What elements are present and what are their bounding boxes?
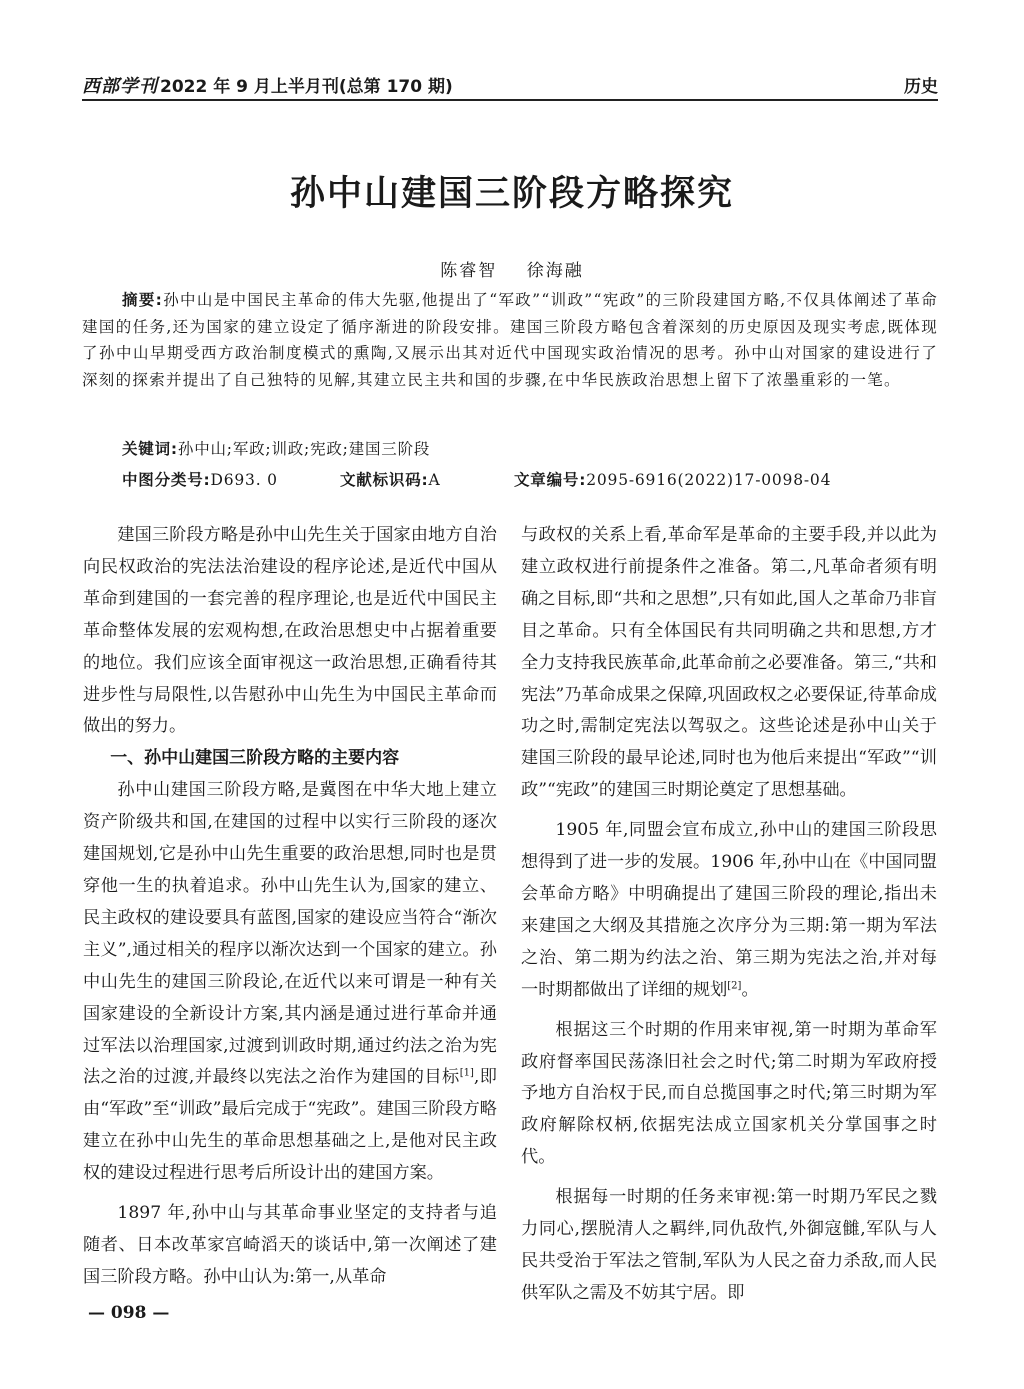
abstract-text: 孙中山是中国民主革命的伟大先驱,他提出了“军政”“训政”“宪政”的三阶段建国方略,不仅具体阐述了革命建国的任务,还为国家的建立设定了循序渐进的阶段安排。建国三阶段方略包含着深刻的历史原因及现实考虑,既体现了孙中山早期受西方政治制度模式的熏陶,又展示出其对近代中国现实政治情况的思考。孙中山对国家的建设进行了深刻的探索并提出了自己独特的见解,其建立民主共和国的步骤,在中华民族政治思想上留下了浓墨重彩的一笔。 <box>82 291 938 389</box>
keywords-label: 关键词: <box>122 440 178 458</box>
article-number-value: 2095-6916(2022)17-0098-04 <box>586 471 832 489</box>
article-title: 孙中山建国三阶段方略探究 <box>289 174 734 214</box>
page-number: — 098 — <box>88 1303 170 1323</box>
section-heading: 一、孙中山建国三阶段方略的主要内容 <box>110 748 400 769</box>
author-list <box>0 256 1024 281</box>
keywords-text: 孙中山;军政;训政;宪政;建国三阶段 <box>177 440 431 458</box>
paragraph: 根据每一时期的任务来审视:第一时期乃军民之戮力同心,摆脱清人之羁绊,同仇敌忾,外御寇雠,军队与人民共受治于军法之管制,军队为人民之奋力杀敌,而人民供军队之需及不妨其宁居。即 <box>521 1187 937 1303</box>
abstract-label: 摘要: <box>122 291 164 309</box>
citation-ref: [2] <box>727 979 742 991</box>
clc-label: 中图分类号: <box>122 471 211 489</box>
doc-code-label: 文献标识码: <box>340 471 429 489</box>
paragraph: 1905 年,同盟会宣布成立,孙中山的建国三阶段思想得到了进一步的发展。1906 年,孙中山在《中国同盟会革命方略》中明确提出了建国三阶段的理论,指出未来建国之大纲及其措施之次序分为三期:第一期为军法之治、第二期为约法之治、第三期为宪法之治,并对每一时期都做出了详细的规划[2]。 <box>521 820 937 1000</box>
article-number-label: 文章编号: <box>514 471 587 489</box>
paragraph: 根据这三个时期的作用来审视,第一时期为革命军政府督率国民荡涤旧社会之时代;第二时期为军政府授予地方自治权于民,而自总揽国事之时代;第三时期为军政府解除权柄,依据宪法成立国家机关分掌国事之时代。 <box>521 1019 937 1168</box>
running-header <box>82 70 938 98</box>
citation-ref: [1] <box>459 1067 474 1079</box>
paragraph: 建国三阶段方略是孙中山先生关于国家由地方自治向民权政治的宪法法治建设的程序论述,是近代中国从革命到建国的一套完善的程序理论,也是近代中国民主革命整体发展的宏观构想,在政治思想史中占据着重要的地位。我们应该全面审视这一政治思想,正确看待其进步性与局限性,以告慰孙中山先生为中国民主革命而做出的努力。 <box>83 525 497 737</box>
issue-info: 2022 年 9 月上半月刊(总第 170 期) <box>160 77 453 97</box>
journal-logo: 西部学刊 <box>82 76 158 97</box>
abstract <box>82 287 938 393</box>
section-label: 历史 <box>904 77 938 97</box>
clc-value: D693. 0 <box>210 471 278 489</box>
header-rule <box>82 99 938 101</box>
right-column <box>521 520 937 1310</box>
author: 陈睿智 <box>440 261 498 281</box>
author: 徐海融 <box>526 261 584 281</box>
keywords <box>122 437 430 459</box>
doc-code-value: A <box>428 471 441 489</box>
paragraph: 1897 年,孙中山与其革命事业坚定的支持者与追随者、日本改革家宫崎滔天的谈话中,第一次阐述了建国三阶段方略。孙中山认为:第一,从革命 <box>83 1203 497 1287</box>
paragraph: 孙中山建国三阶段方略,是冀图在中华大地上建立资产阶级共和国,在建国的过程中以实行三阶段的逐次建国规划,它是孙中山先生重要的政治思想,同时也是贯穿他一生的执着追求。孙中山先生认为,国家的建立、民主政权的建设要具有蓝图,国家的建设应当符合“渐次主义”,通过相关的程序以渐次达到一个国家的建立。孙中山先生的建国三阶段论,在近代以来可谓是一种有关国家建设的全新设计方案,其内涵是通过进行革命并通过军法以治理国家,过渡到训政时期,通过约法之治为宪法之治的过渡,并最终以宪法之治作为建国的目标[1],即由“军政”至“训政”最后完成于“宪政”。建国三阶段方略建立在孙中山先生的革命思想基础之上,是他对民主政权的建设过程进行思考后所设计出的建国方案。 <box>83 780 497 1184</box>
paragraph: 与政权的关系上看,革命军是革命的主要手段,并以此为建立政权进行前提条件之准备。第二,凡革命者须有明确之目标,即“共和之思想”,只有如此,国人之革命乃非盲目之革命。只有全体国民有共同明确之共和思想,方才全力支持我民族革命,此革命前之必要准备。第三,“共和宪法”乃革命成果之保障,巩固政权之必要保证,待革命成功之时,需制定宪法以驾驭之。这些论述是孙中山关于建国三阶段的最早论述,同时也为他后来提出“军政”“训政”“宪政”的建国三时期论奠定了思想基础。 <box>521 525 937 801</box>
left-column <box>83 520 497 1294</box>
